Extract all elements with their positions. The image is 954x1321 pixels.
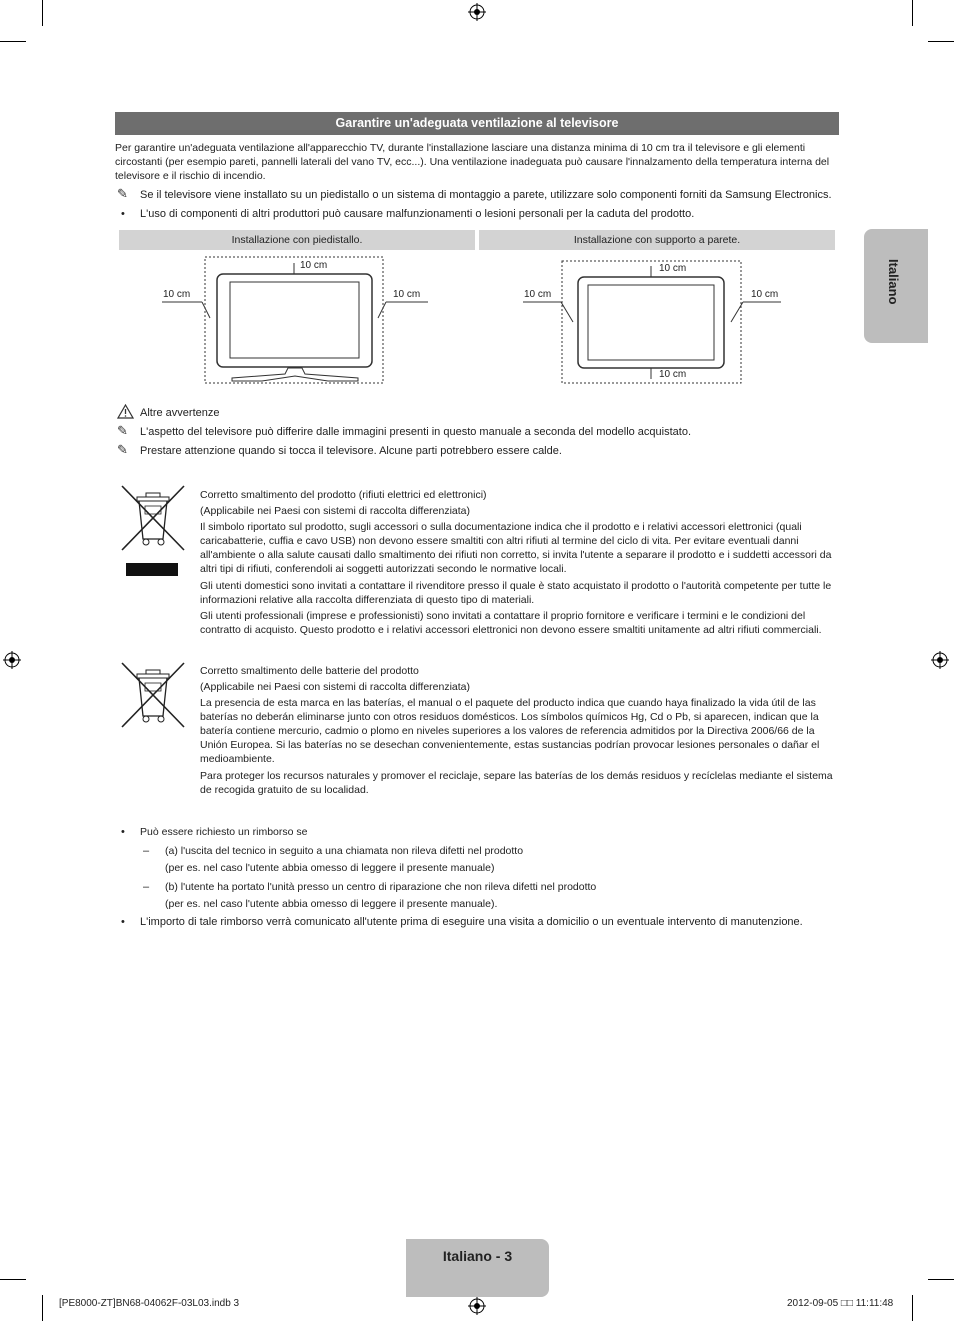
crop-mark [0, 41, 26, 42]
crop-mark [42, 1295, 43, 1321]
bullet-dot-icon: • [121, 916, 125, 928]
dim-label-right: 10 cm [393, 289, 421, 300]
registration-mark-icon [931, 651, 949, 669]
crop-mark [42, 0, 43, 26]
battery-disposal-p1: La presencia de esta marca en las baterías, el manual o el paquete del producto indica que cuando haya finalizado la vida útil de las baterías no deberán eliminarse junto con otros residuos domésticos. Los símbolos químicos Hg, Cd o Pb, si aparecen, indican que la batería contiene mercurio, cadmio o plomo en niveles superiores a los valores de referencia admitidos por la Directiva 2006/66 de la Unión Europea. Si las baterías no se desechan convenientemente, estas sustancias podrían provocar lesiones personales o dañar el medioambiente. [200, 697, 820, 765]
page-number-tab [406, 1239, 549, 1297]
product-disposal-p1: Il simbolo riportato sul prodotto, sugli accessori o sulla documentazione indica che il prodotto e i relativi accessori elettronici (quali caricabatterie, cuffia e cavo USB) non devono essere smaltiti con altri rifiuti al termine del ciclo di vita. Per evitare eventuali danni all'ambiente o alla salute causati dallo smaltimento dei rifiuti non corretto, si invita l'utente a separare il prodotto e i suddetti accessori da altri tipi di rifiuti, conferendoli ai soggetti autorizzati secondo le normative locali. [200, 521, 832, 575]
crop-mark [912, 0, 913, 26]
wall-caption: Installazione con supporto a parete. [479, 230, 835, 250]
product-disposal-title: Corretto smaltimento del prodotto (rifiuti elettrici ed elettronici) [200, 489, 487, 501]
wall-dim-label-top: 10 cm [659, 263, 687, 274]
refund-dash-1-line-2: (per es. nel caso l'utente abbia omesso di leggere il presente manuale) [165, 862, 495, 874]
bullet-other-components: L'uso di componenti di altri produttori può causare malfunzionamenti o lesioni personali per la caduta del prodotto. [140, 208, 695, 220]
refund-dash-2-line-1: (b) l'utente ha portato l'unità presso un centro di riparazione che non rileva difetti nel prodotto [165, 881, 597, 893]
language-side-tab [864, 229, 928, 343]
intro-paragraph: Per garantire un'adeguata ventilazione all'apparecchio TV, durante l'installazione lasciare una distanza minima di 10 cm tra il televisore e gli elementi circostanti (per esempio pareti, pannelli laterali del vano TV, ecc...). Una ventilazione inadeguata può causare l'innalzamento della temperatura interna del televisore e il rischio di incendio. [115, 142, 830, 182]
note-stand-components: Se il televisore viene installato su un piedistallo o un sistema di montaggio a parete, utilizzare solo componenti forniti da Samsung Electronics. [140, 189, 832, 201]
crop-mark [928, 1279, 954, 1280]
refund-bullet-1: Può essere richiesto un rimborso se [140, 826, 308, 838]
bullet-dot-icon: • [121, 208, 125, 220]
wall-dim-label-left: 10 cm [524, 289, 552, 300]
footer-filename: [PE8000-ZT]BN68-04062F-03L03.indb 3 [59, 1298, 240, 1309]
product-disposal-p3: Gli utenti professionali (imprese e professionisti) sono invitati a contattare il proprio fornitore e verificare i termini e le condizioni del contratto di acquisto. Questo prodotto e i relativi accessori elettronici non devono essere smaltiti unitamente ad altri rifiuti commerciali. [200, 610, 822, 636]
battery-disposal-subtitle: (Applicabile nei Paesi con sistemi di raccolta differenziata) [200, 681, 471, 693]
note-pencil-icon: ✎ [117, 442, 128, 457]
stand-caption: Installazione con piedistallo. [119, 230, 475, 250]
page-number-label: Italiano - 3 [442, 1248, 513, 1264]
battery-disposal-p2: Para proteger los recursos naturales y promover el reciclaje, separe las baterías de los demás residuos y recíclelas mediante el sistema de recogida gratuito de su localidad. [200, 770, 833, 796]
crop-mark [928, 41, 954, 42]
footer-datetime: 2012-09-05 □□ 11:11:48 [787, 1298, 894, 1309]
wall-installation-diagram [515, 252, 795, 387]
side-tab-label: Italiano [886, 259, 901, 305]
dash-icon: – [143, 845, 150, 857]
dim-label-left: 10 cm [163, 289, 191, 300]
note-pencil-icon: ✎ [117, 186, 128, 201]
registration-mark-icon [468, 3, 486, 21]
battery-crossed-bin-icon [120, 661, 186, 731]
dash-icon: – [143, 881, 150, 893]
wall-dim-label-bottom: 10 cm [659, 369, 687, 380]
registration-mark-icon [468, 1297, 486, 1315]
bullet-dot-icon: • [121, 826, 125, 838]
note-pencil-icon: ✎ [117, 423, 128, 438]
warning-triangle-icon [117, 404, 134, 419]
warnings-title: Altre avvertenze [140, 407, 220, 419]
battery-disposal-title: Corretto smaltimento delle batterie del prodotto [200, 665, 419, 677]
stand-installation-diagram [150, 252, 450, 387]
crop-mark [0, 1279, 26, 1280]
refund-bullet-2: L'importo di tale rimborso verrà comunicato all'utente prima di eseguire una visita a domicilio o un eventuale intervento di manutenzione. [140, 916, 803, 928]
wall-dim-label-right: 10 cm [751, 289, 779, 300]
refund-dash-1-line-1: (a) l'uscita del tecnico in seguito a una chiamata non rileva difetti nel prodotto [165, 845, 524, 857]
warning-note-hot: Prestare attenzione quando si tocca il televisore. Alcune parti potrebbero essere calde. [140, 445, 562, 457]
weee-crossed-bin-icon [120, 484, 186, 578]
registration-mark-icon [3, 651, 21, 669]
section-title: Garantire un'adeguata ventilazione al televisore [115, 112, 839, 135]
product-disposal-p2: Gli utenti domestici sono invitati a contattare il rivenditore presso il quale è stato acquistato il prodotto o l'autorità competente per tutte le informazioni relative alla raccolta differenziata di questo tipo di materiali. [200, 580, 832, 606]
warning-note-appearance: L'aspetto del televisore può differire dalle immagini presenti in questo manuale a seconda del modello acquistato. [140, 426, 692, 438]
dim-label-top: 10 cm [300, 260, 328, 271]
refund-dash-2-line-2: (per es. nel caso l'utente abbia omesso di leggere il presente manuale). [165, 898, 498, 910]
crop-mark [912, 1295, 913, 1321]
product-disposal-subtitle: (Applicabile nei Paesi con sistemi di raccolta differenziata) [200, 505, 471, 517]
